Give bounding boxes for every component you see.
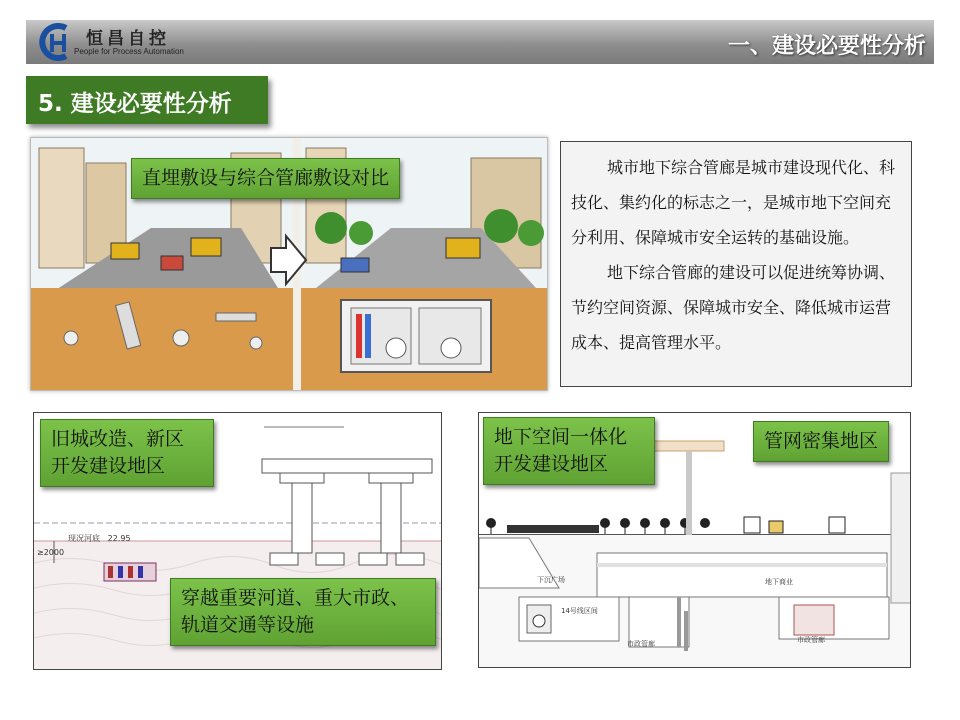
sunken-plaza-annotation: 下沉广场 [537, 576, 565, 584]
river-bed-label: 现况河底 [68, 534, 100, 543]
brand-tagline: People for Process Automation [74, 47, 184, 56]
depth-annotation: ≥2000 [37, 548, 65, 557]
metro-line-annotation: 14号线区间 [561, 607, 598, 615]
dense-pipeline-label: 管网密集地区 [753, 421, 889, 462]
header-title: 一、建设必要性分析 [727, 34, 926, 59]
river-bed-annotation [68, 533, 131, 544]
underground-commerce-annotation: 地下商业 [765, 578, 793, 586]
intro-paragraph-2: 地下综合管廊的建设可以促进统筹协调、节约空间资源、保障城市安全、降低城市运营成本、提高管理水平。 [571, 263, 896, 352]
comparison-illustration [30, 137, 548, 391]
comparison-label: 直埋敷设与综合管廊敷设对比 [131, 158, 400, 199]
old-city-label: 旧城改造、新区 开发建设地区 [40, 419, 214, 487]
utility-tunnel-annotation-2: 市政管廊 [797, 636, 825, 644]
company-logo-icon [36, 22, 76, 62]
intro-text-box [560, 141, 912, 387]
section-title-text: 5. 建设必要性分析 [38, 91, 232, 117]
utility-tunnel-annotation-1: 市政管廊 [627, 640, 655, 648]
intro-paragraph-1: 城市地下综合管廊是城市建设现代化、科技化、集约化的标志之一，是城市地下空间充分利用、保障城市安全运转的基础设施。 [571, 158, 896, 247]
section-title [26, 76, 268, 124]
river-crossing-label: 穿越重要河道、重大市政、 轨道交通等设施 [170, 578, 436, 646]
underground-integration-label: 地下空间一体化 开发建设地区 [483, 417, 655, 485]
underground-space-panel [478, 412, 911, 668]
river-crossing-panel [33, 412, 442, 670]
brand-name: 恒昌自控 [86, 29, 170, 49]
river-bed-elevation: 22.95 [107, 534, 131, 543]
